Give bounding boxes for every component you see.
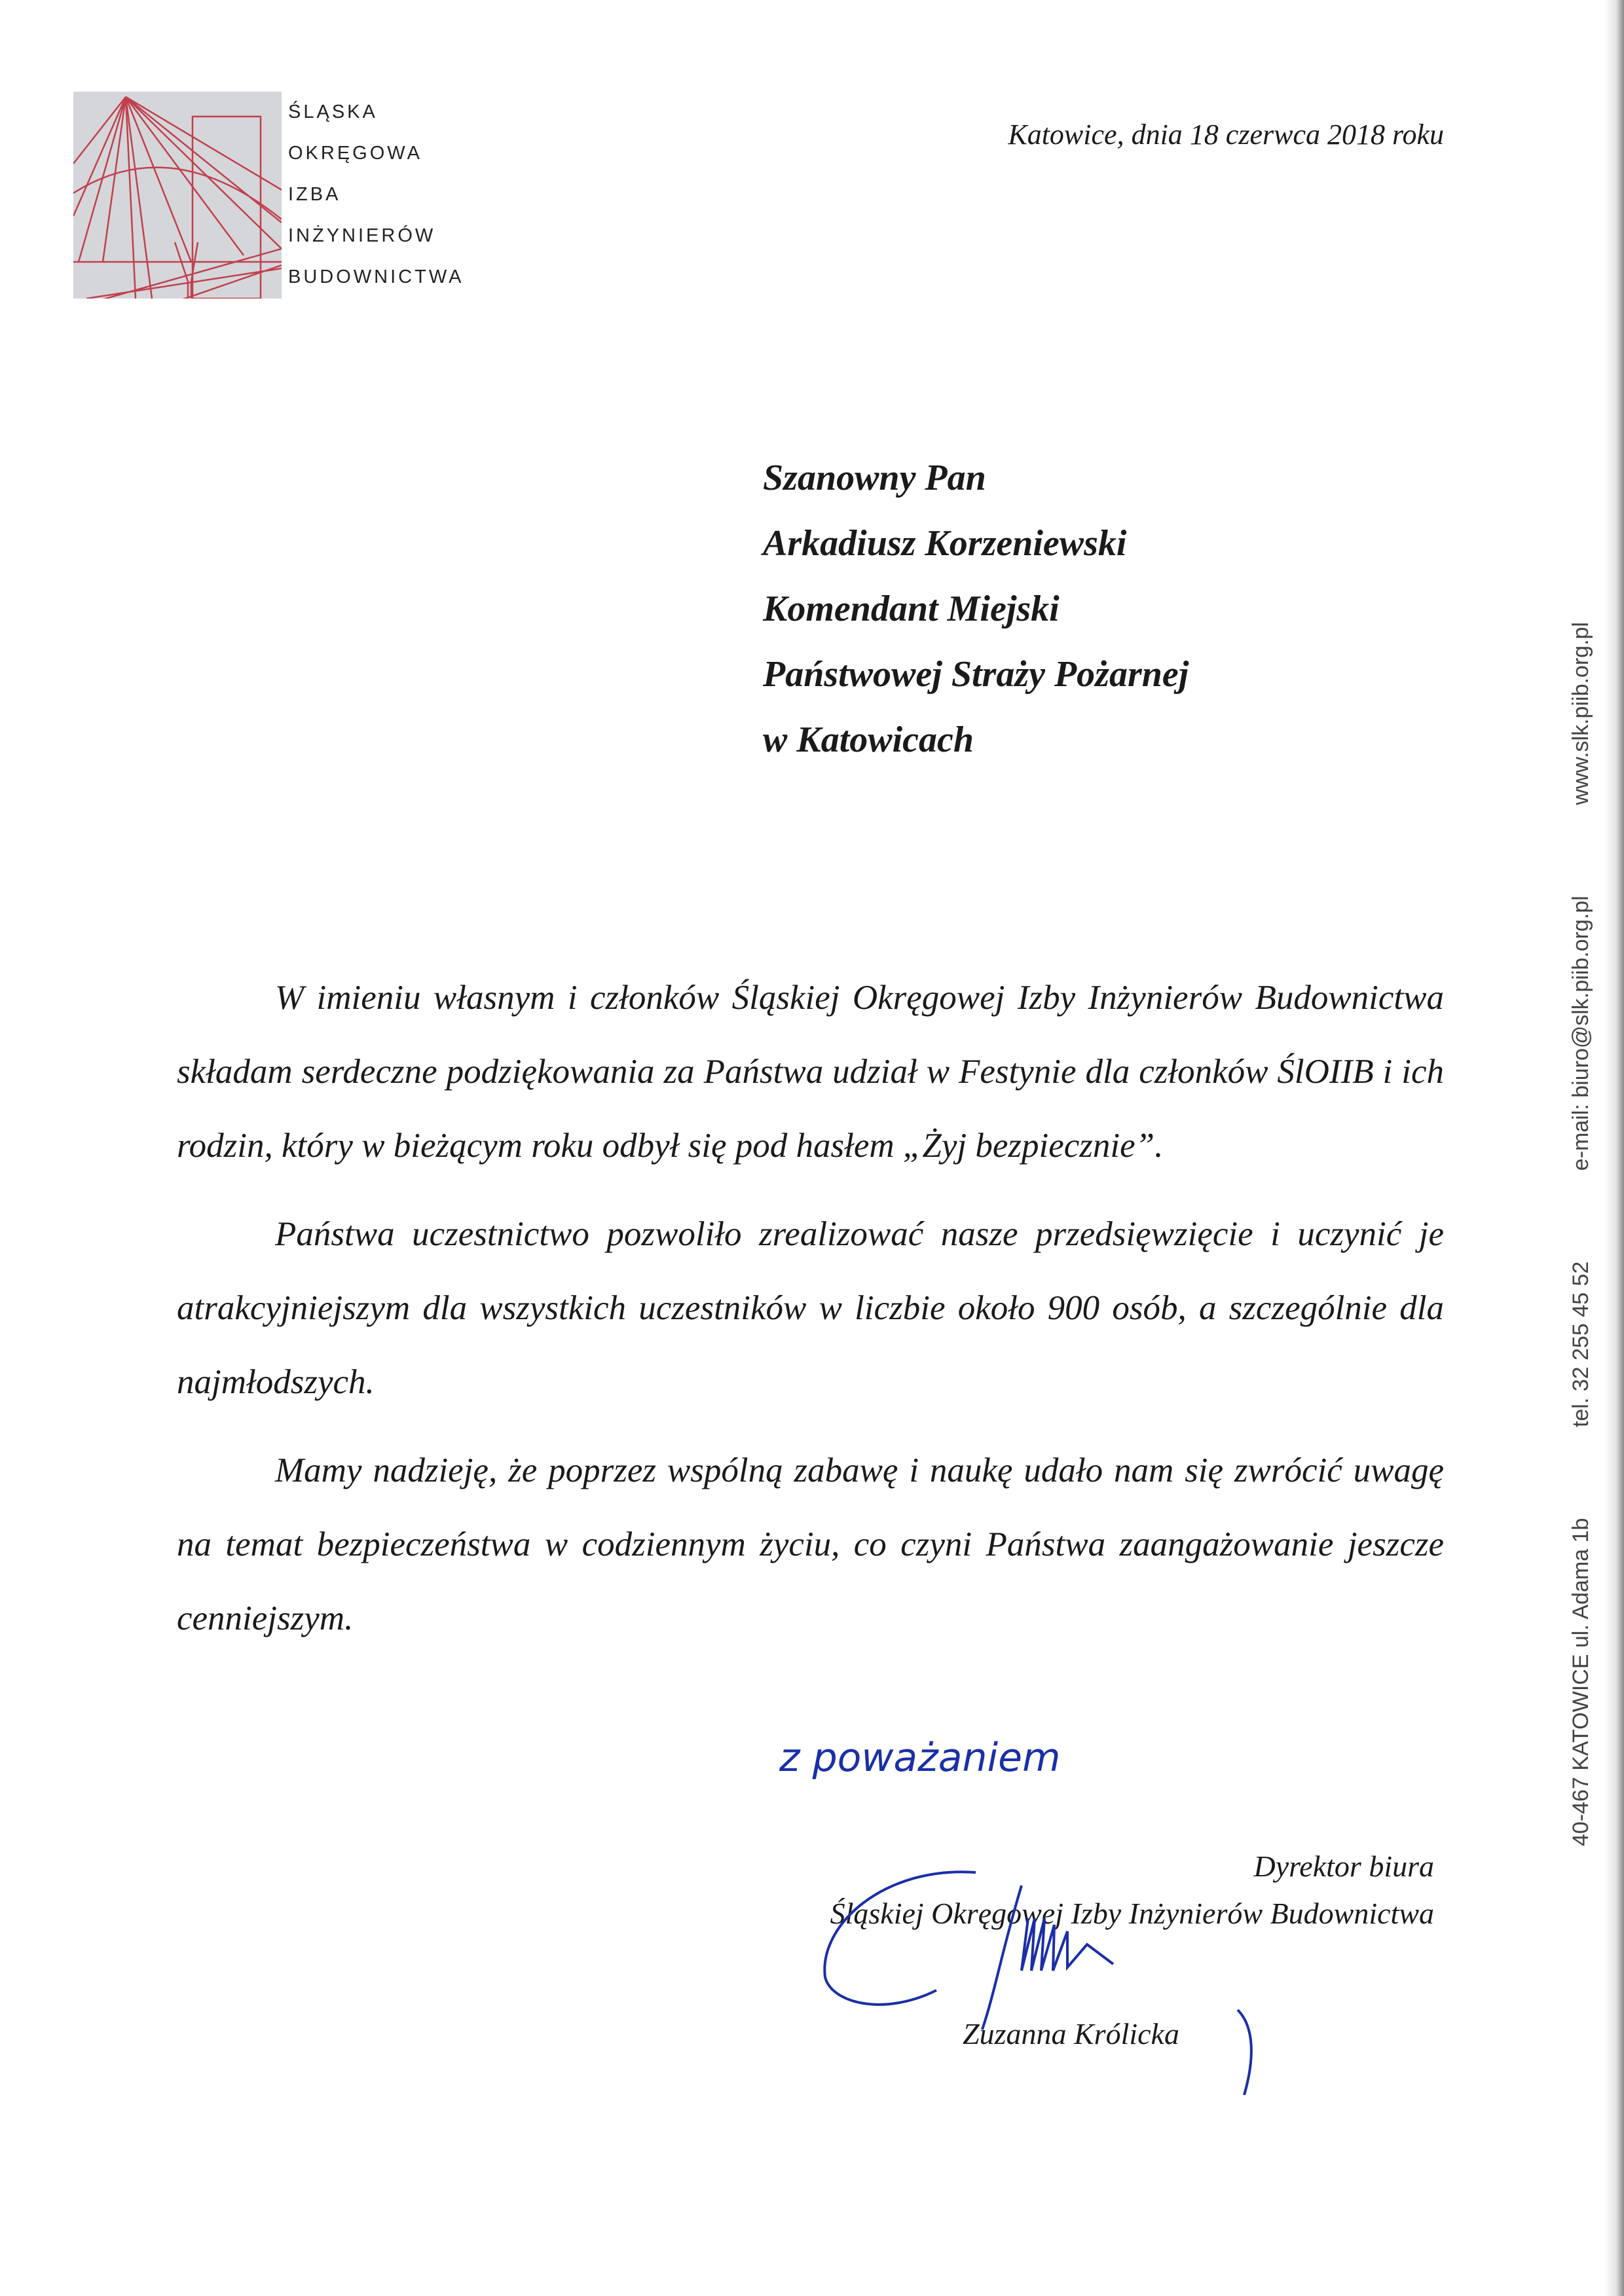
recipient-line: w Katowicach xyxy=(763,720,974,760)
footer-phone: tel. 32 255 45 52 xyxy=(1568,1261,1593,1428)
recipient-line: Państwowej Straży Pożarnej xyxy=(763,654,1189,695)
footer-email: e-mail: biuro@slk.piib.org.pl xyxy=(1568,896,1593,1171)
footer-address: 40-467 KATOWICE ul. Adama 1b xyxy=(1568,1518,1593,1846)
signer-name: Zuzanna Królicka xyxy=(963,2017,1179,2050)
logo-line: INŻYNIERÓW xyxy=(288,225,436,246)
recipient-line: Szanowny Pan xyxy=(763,458,986,498)
logo-graphic xyxy=(73,92,282,299)
logo-line: ŚLĄSKA xyxy=(288,101,378,122)
handwritten-closing: z poważaniem xyxy=(779,1735,1061,1781)
recipient-line: Arkadiusz Korzeniewski xyxy=(763,523,1127,564)
recipient-line: Komendant Miejski xyxy=(763,589,1060,629)
footer-contact-vertical xyxy=(1568,622,1594,1846)
logo-line: BUDOWNICTWA xyxy=(288,266,464,287)
logo-line: OKRĘGOWA xyxy=(288,143,422,164)
letter-body xyxy=(177,961,1444,1670)
signer-organization: Śląskiej Okręgowej Izby Inżynierów Budownictwa xyxy=(830,1897,1434,1930)
body-paragraph: Mamy nadzieję, że poprzez wspólną zabawę i naukę udało nam się zwrócić uwagę na temat bezpieczeństwa w codziennym życiu, co czyni Państwa zaangażowanie jeszcze cenniejszym. xyxy=(177,1451,1444,1637)
handwritten-signature xyxy=(805,1859,1277,2095)
letter-date: Katowice, dnia 18 czerwca 2018 roku xyxy=(1008,118,1444,151)
logo-line: IZBA xyxy=(288,184,341,205)
body-paragraph: Państwa uczestnictwo pozwoliło zrealizować nasze przedsięwzięcie i uczynić je atrakcyjniejszym dla wszystkich uczestników w liczbie około 900 osób, a szczególnie dla najmłodszych. xyxy=(177,1215,1444,1401)
footer-website: www.slk.piib.org.pl xyxy=(1568,622,1593,805)
signer-title: Dyrektor biura xyxy=(1253,1850,1434,1883)
logo-wordmark xyxy=(288,92,485,298)
scan-edge-shadow xyxy=(1604,0,1624,2296)
recipient-block xyxy=(763,445,1189,773)
body-paragraph: W imieniu własnym i członków Śląskiej Okręgowej Izby Inżynierów Budownictwa składam serdeczne podziękowania za Państwa udział w Festynie dla członków ŚlOIIB i ich rodzin, który w bieżącym roku odbył się pod hasłem „Żyj bezpiecznie”. xyxy=(177,979,1444,1165)
